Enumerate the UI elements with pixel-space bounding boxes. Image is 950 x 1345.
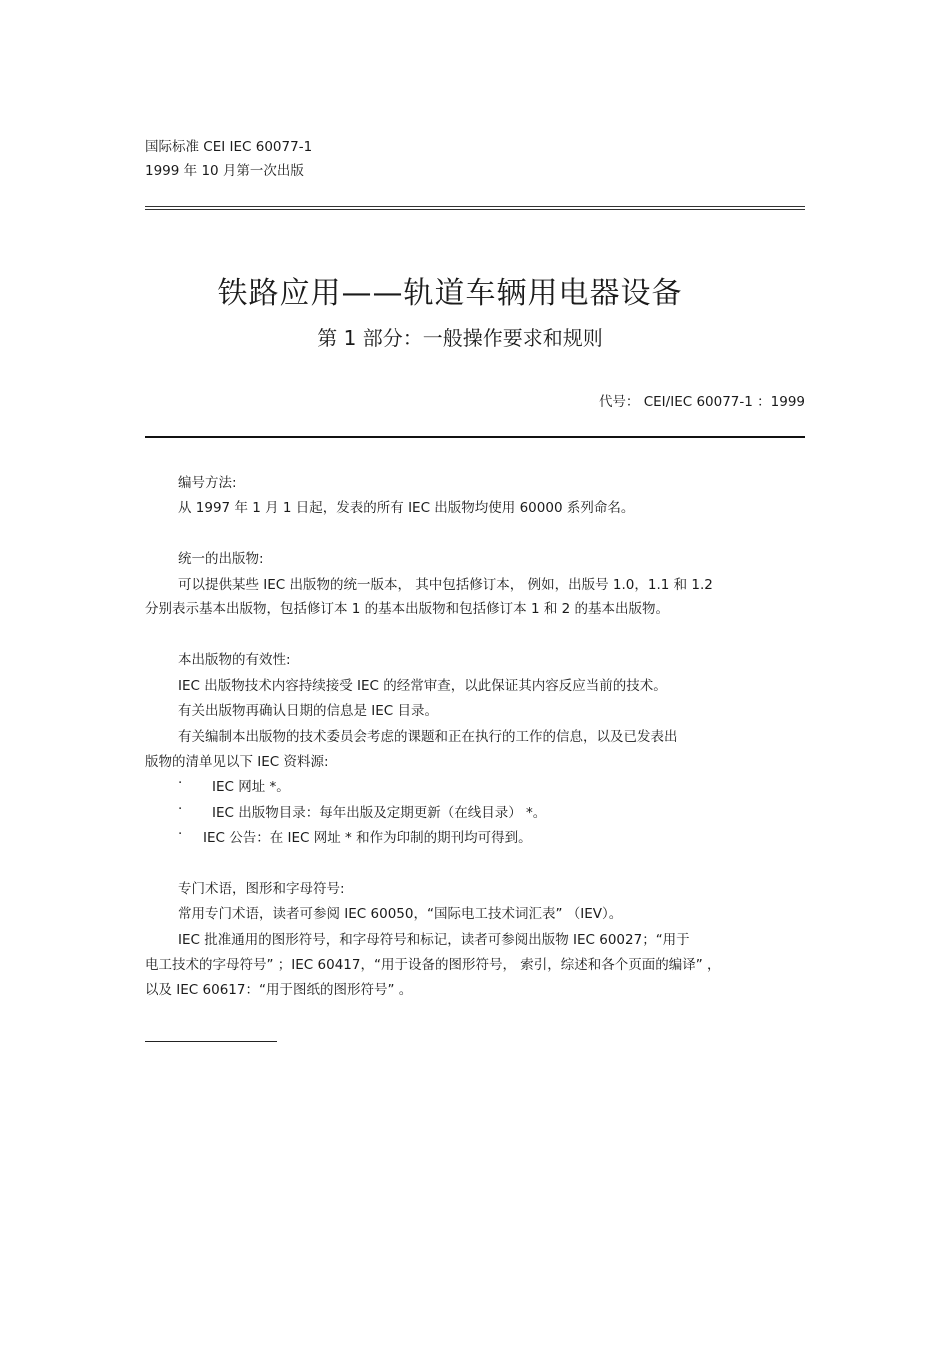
consolidated-line-1: 可以提供某些 IEC 出版物的统一版本， 其中包括修订本， 例如，出版号 1.0，1.1 和 1.2	[178, 577, 713, 593]
bullet-dot: ·	[178, 775, 183, 791]
standard-label: 国际标准 CEI IEC 60077-1	[145, 139, 313, 155]
section-heading-terminology: 专门术语，图形和字母符号:	[178, 881, 345, 897]
document-title: 铁路应用——轨道车辆用电器设备	[217, 276, 683, 311]
bullet-dot: ·	[178, 801, 183, 817]
consolidated-line-2: 分别表示基本出版物，包括修订本 1 的基本出版物和包括修订本 1 和 2 的基本出版物。	[145, 601, 670, 617]
validity-line-2: 有关出版物再确认日期的信息是 IEC 目录。	[178, 703, 439, 719]
section-heading-consolidated: 统一的出版物:	[178, 551, 264, 567]
footnote-divider	[145, 1041, 277, 1042]
numbering-text: 从 1997 年 1 月 1 日起，发表的所有 IEC 出版物均使用 60000 系列命名。	[178, 500, 635, 516]
document-subtitle: 第 1 部分：一般操作要求和规则	[317, 326, 603, 350]
terminology-line-2: IEC 批准通用的图形符号，和字母符号和标记，读者可参阅出版物 IEC 60027；“用于	[178, 932, 690, 948]
terminology-line-1: 常用专门术语，读者可参阅 IEC 60050，“国际电工技术词汇表” （IEV）。	[178, 906, 623, 922]
reference-code: 代号： CEI/IEC 60077-1 ：1999	[598, 394, 805, 410]
bullet-text: IEC 网址 *。	[212, 779, 290, 795]
validity-line-3: 有关编制本出版物的技术委员会考虑的课题和正在执行的工作的信息，以及已发表出	[178, 729, 678, 745]
bullet-dot: ·	[178, 826, 183, 842]
validity-line-1: IEC 出版物技术内容持续接受 IEC 的经常审查，以此保证其内容反应当前的技术。	[178, 678, 667, 694]
terminology-line-4: 以及 IEC 60617：“用于图纸的图形符号” 。	[145, 982, 413, 998]
bullet-text: IEC 公告：在 IEC 网址 * 和作为印制的期刊均可得到。	[203, 830, 532, 846]
validity-line-4: 版物的清单见以下 IEC 资料源:	[145, 754, 329, 770]
section-heading-validity: 本出版物的有效性:	[178, 652, 291, 668]
bullet-text: IEC 出版物目录：每年出版及定期更新（在线目录） *。	[212, 805, 547, 821]
edition-date: 1999 年 10 月第一次出版	[145, 163, 304, 179]
header-divider	[145, 206, 805, 210]
title-divider	[145, 436, 805, 438]
section-heading-numbering: 编号方法:	[178, 475, 237, 491]
terminology-line-3: 电工技术的字母符号” ；IEC 60417，“用于设备的图形符号， 索引，综述和各个页面的编译” ，	[145, 957, 721, 973]
